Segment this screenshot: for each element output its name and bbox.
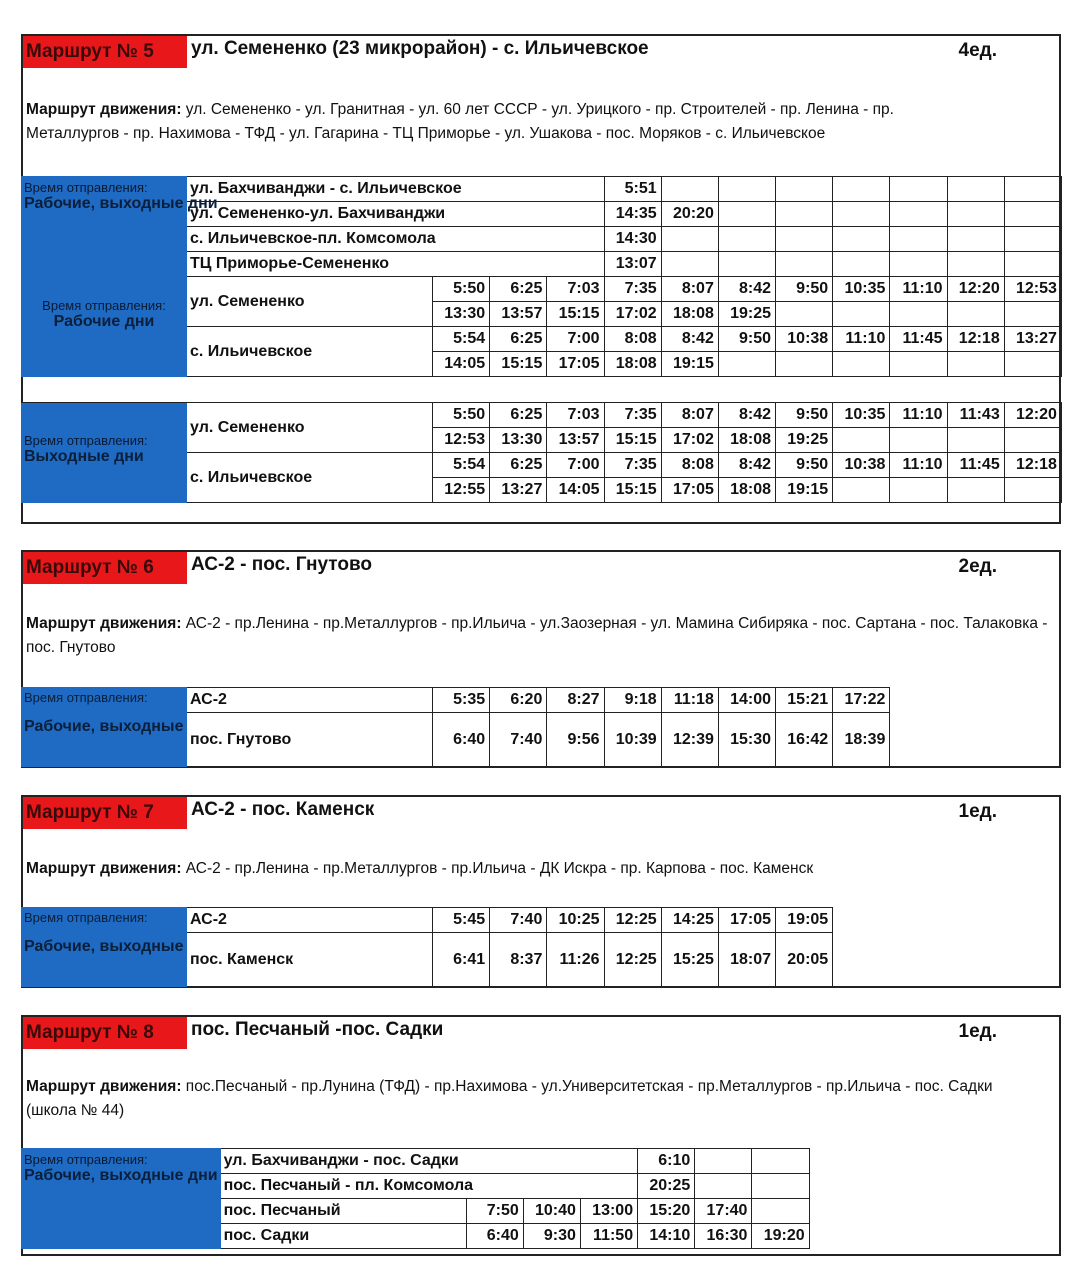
departure-time: 11:43 bbox=[947, 403, 1004, 428]
departure-time: 11:26 bbox=[547, 933, 604, 987]
empty-cell bbox=[947, 352, 1004, 377]
empty-cell bbox=[947, 227, 1004, 252]
route-5-path: Маршрут движения: ул. Семененко - ул. Гранитная - ул. 60 лет СССР - ул. Урицкого - пр. Строителей - пр. Ленина - пр. Металлургов - пр. Нахимова - ТФД - ул. Гагарина - ТЦ Приморье - ул. Ушакова - пос. Моряков - с. Ильичевское bbox=[26, 101, 894, 142]
stop-name: ул. Семененко-ул. Бахчиванджи bbox=[187, 202, 605, 227]
empty-cell bbox=[718, 227, 775, 252]
empty-cell bbox=[752, 1174, 809, 1199]
route-8-tag: Маршрут № 8 bbox=[23, 1017, 187, 1049]
departure-time: 8:08 bbox=[661, 453, 718, 478]
empty-cell bbox=[890, 352, 947, 377]
departure-label bbox=[22, 252, 187, 377]
empty-cell bbox=[890, 227, 947, 252]
empty-cell bbox=[833, 302, 890, 327]
empty-cell bbox=[947, 302, 1004, 327]
route-6-tag: Маршрут № 6 bbox=[23, 552, 187, 584]
departure-time: 15:15 bbox=[604, 428, 661, 453]
departure-time: 6:25 bbox=[490, 453, 547, 478]
empty-cell bbox=[752, 1199, 809, 1224]
departure-time: 12:55 bbox=[433, 478, 490, 503]
departure-time: 10:25 bbox=[547, 908, 604, 933]
departure-time: 18:07 bbox=[718, 933, 775, 987]
departure-time: 12:20 bbox=[1004, 403, 1061, 428]
departure-time: 18:39 bbox=[833, 713, 890, 767]
departure-time: 7:40 bbox=[490, 908, 547, 933]
departure-time: 11:10 bbox=[890, 277, 947, 302]
departure-time: 20:25 bbox=[638, 1174, 695, 1199]
departure-time: 9:50 bbox=[776, 277, 833, 302]
empty-cell bbox=[661, 177, 718, 202]
route-8-path: Маршрут движения: пос.Песчаный - пр.Лунина (ТФД) - пр.Нахимова - ул.Университетская - пр.Металлургов - пр.Ильича - пос. Садки (школа № 44) bbox=[26, 1078, 993, 1119]
empty-cell bbox=[752, 1149, 809, 1174]
empty-cell bbox=[890, 202, 947, 227]
departure-time: 10:38 bbox=[833, 453, 890, 478]
route-6-table bbox=[21, 687, 890, 767]
empty-cell bbox=[718, 202, 775, 227]
empty-cell bbox=[776, 302, 833, 327]
stop-name: пос. Каменск bbox=[187, 933, 433, 987]
departure-time: 7:00 bbox=[547, 327, 604, 352]
departure-time: 9:50 bbox=[776, 453, 833, 478]
empty-cell bbox=[890, 478, 947, 503]
day-type-label: Выходные дни bbox=[24, 448, 144, 465]
day-type-label: Рабочие, выходные bbox=[22, 933, 187, 987]
departure-time: 6:25 bbox=[490, 403, 547, 428]
departure-time: 9:30 bbox=[523, 1224, 580, 1249]
empty-cell bbox=[890, 302, 947, 327]
departure-time: 5:35 bbox=[433, 688, 490, 713]
empty-cell bbox=[1004, 352, 1061, 377]
departure-time: 6:25 bbox=[490, 327, 547, 352]
departure-time: 14:05 bbox=[433, 352, 490, 377]
departure-time: 17:02 bbox=[661, 428, 718, 453]
departure-time: 13:27 bbox=[1004, 327, 1061, 352]
empty-cell bbox=[1004, 177, 1061, 202]
departure-time: 13:07 bbox=[604, 252, 661, 277]
route-5-title: ул. Семененко (23 микрорайон) - с. Ильичевское bbox=[191, 38, 649, 59]
departure-time-caption: Время отправления: bbox=[24, 1152, 148, 1167]
departure-time: 7:40 bbox=[490, 713, 547, 767]
departure-time: 11:18 bbox=[661, 688, 718, 713]
departure-time: 19:15 bbox=[661, 352, 718, 377]
route-7-units: 1ед. bbox=[958, 801, 997, 822]
departure-time: 6:40 bbox=[466, 1224, 523, 1249]
empty-cell bbox=[833, 352, 890, 377]
departure-time: 14:00 bbox=[718, 688, 775, 713]
empty-cell bbox=[1004, 252, 1061, 277]
empty-cell bbox=[890, 428, 947, 453]
departure-time-caption: Время отправления: bbox=[22, 908, 187, 933]
departure-time-caption: Время отправления: bbox=[24, 433, 148, 448]
route-6-path: Маршрут движения: АС-2 - пр.Ленина - пр.Металлургов - пр.Ильича - ул.Заозерная - ул. Мамина Сибиряка - пос. Сартана - пос. Талаковка - пос. Гнутово bbox=[26, 615, 1048, 656]
departure-time: 5:50 bbox=[433, 277, 490, 302]
departure-time: 15:15 bbox=[490, 352, 547, 377]
departure-time: 8:07 bbox=[661, 403, 718, 428]
empty-cell bbox=[947, 177, 1004, 202]
departure-time: 8:07 bbox=[661, 277, 718, 302]
departure-time: 7:03 bbox=[547, 277, 604, 302]
departure-time: 7:00 bbox=[547, 453, 604, 478]
departure-label bbox=[22, 177, 218, 252]
stop-name: пос. Садки bbox=[220, 1224, 466, 1249]
stop-name: ул. Семененко bbox=[187, 277, 433, 327]
stop-name: ул. Бахчиванджи - с. Ильичевское bbox=[187, 177, 605, 202]
departure-time: 5:50 bbox=[433, 403, 490, 428]
empty-cell bbox=[776, 252, 833, 277]
departure-time: 17:40 bbox=[695, 1199, 752, 1224]
empty-cell bbox=[833, 478, 890, 503]
departure-time: 9:18 bbox=[604, 688, 661, 713]
departure-time: 18:08 bbox=[604, 352, 661, 377]
departure-time: 19:15 bbox=[776, 478, 833, 503]
day-type-label: Рабочие дни bbox=[53, 312, 155, 330]
route-7-path: Маршрут движения: АС-2 - пр.Ленина - пр.Металлургов - пр.Ильича - ДК Искра - пр. Карпова - пос. Каменск bbox=[26, 860, 814, 877]
departure-time-caption: Время отправления: bbox=[42, 297, 166, 313]
departure-time: 19:05 bbox=[776, 908, 833, 933]
route-8-block bbox=[21, 1015, 1061, 1256]
route-7-block bbox=[21, 795, 1061, 988]
empty-cell bbox=[1004, 227, 1061, 252]
empty-cell bbox=[661, 227, 718, 252]
departure-time: 18:08 bbox=[718, 478, 775, 503]
departure-time: 5:45 bbox=[433, 908, 490, 933]
empty-cell bbox=[947, 428, 1004, 453]
departure-time: 20:05 bbox=[776, 933, 833, 987]
route-5-tag: Маршрут № 5 bbox=[23, 36, 187, 68]
departure-time: 14:35 bbox=[604, 202, 661, 227]
route-8-title: пос. Песчаный -пос. Садки bbox=[191, 1019, 444, 1040]
empty-cell bbox=[947, 252, 1004, 277]
empty-cell bbox=[1004, 478, 1061, 503]
departure-time: 13:30 bbox=[490, 428, 547, 453]
departure-time: 9:56 bbox=[547, 713, 604, 767]
departure-time: 11:10 bbox=[890, 403, 947, 428]
departure-time: 12:18 bbox=[947, 327, 1004, 352]
departure-time: 12:20 bbox=[947, 277, 1004, 302]
stop-name: пос. Песчаный bbox=[220, 1199, 466, 1224]
departure-time: 14:10 bbox=[638, 1224, 695, 1249]
departure-label bbox=[22, 403, 187, 503]
empty-cell bbox=[695, 1174, 752, 1199]
departure-time: 7:03 bbox=[547, 403, 604, 428]
spacer-row bbox=[22, 377, 1062, 403]
departure-time: 18:08 bbox=[718, 428, 775, 453]
departure-time: 17:02 bbox=[604, 302, 661, 327]
departure-time: 14:25 bbox=[661, 908, 718, 933]
departure-time: 8:42 bbox=[718, 403, 775, 428]
departure-time: 15:15 bbox=[604, 478, 661, 503]
empty-cell bbox=[661, 252, 718, 277]
departure-time: 12:25 bbox=[604, 908, 661, 933]
empty-cell bbox=[776, 352, 833, 377]
departure-time: 8:08 bbox=[604, 327, 661, 352]
stop-name: с. Ильичевское bbox=[187, 327, 433, 377]
empty-cell bbox=[718, 252, 775, 277]
departure-time: 7:35 bbox=[604, 453, 661, 478]
empty-cell bbox=[718, 352, 775, 377]
departure-time: 13:57 bbox=[490, 302, 547, 327]
empty-cell bbox=[947, 478, 1004, 503]
departure-time: 10:40 bbox=[523, 1199, 580, 1224]
route-5-block bbox=[21, 34, 1061, 524]
departure-time: 12:53 bbox=[1004, 277, 1061, 302]
stop-name: пос. Песчаный - пл. Комсомола bbox=[220, 1174, 638, 1199]
route-7-tag: Маршрут № 7 bbox=[23, 797, 187, 829]
departure-time-caption: Время отправления: bbox=[22, 688, 187, 713]
departure-time: 14:05 bbox=[547, 478, 604, 503]
departure-time: 8:42 bbox=[718, 453, 775, 478]
departure-time: 9:50 bbox=[776, 403, 833, 428]
stop-name: с. Ильичевское-пл. Комсомола bbox=[187, 227, 605, 252]
departure-time: 19:25 bbox=[776, 428, 833, 453]
stop-name: АС-2 bbox=[187, 908, 433, 933]
departure-time: 8:42 bbox=[661, 327, 718, 352]
departure-time: 7:35 bbox=[604, 403, 661, 428]
departure-label bbox=[22, 1149, 221, 1249]
departure-time: 16:42 bbox=[776, 713, 833, 767]
departure-time: 19:20 bbox=[752, 1224, 809, 1249]
route-6-block bbox=[21, 550, 1061, 768]
departure-time: 7:50 bbox=[466, 1199, 523, 1224]
departure-time: 17:22 bbox=[833, 688, 890, 713]
departure-time: 10:35 bbox=[833, 277, 890, 302]
day-type-label: Рабочие, выходные дни bbox=[24, 195, 218, 212]
departure-time: 6:20 bbox=[490, 688, 547, 713]
empty-cell bbox=[890, 252, 947, 277]
day-type-label: Рабочие, выходные bbox=[22, 713, 187, 767]
empty-cell bbox=[776, 227, 833, 252]
route-6-title: АС-2 - пос. Гнутово bbox=[191, 554, 372, 575]
empty-cell bbox=[833, 227, 890, 252]
stop-name: пос. Гнутово bbox=[187, 713, 433, 767]
stop-name: ТЦ Приморье-Семененко bbox=[187, 252, 605, 277]
departure-time: 11:10 bbox=[890, 453, 947, 478]
departure-time: 5:51 bbox=[604, 177, 661, 202]
departure-time: 17:05 bbox=[718, 908, 775, 933]
route-8-units: 1ед. bbox=[958, 1021, 997, 1042]
departure-time: 20:20 bbox=[661, 202, 718, 227]
stop-name: с. Ильичевское bbox=[187, 453, 433, 503]
departure-time: 6:40 bbox=[433, 713, 490, 767]
departure-time: 12:39 bbox=[661, 713, 718, 767]
departure-time: 6:25 bbox=[490, 277, 547, 302]
departure-time: 11:45 bbox=[947, 453, 1004, 478]
stop-name: ул. Бахчиванджи - пос. Садки bbox=[220, 1149, 638, 1174]
departure-time: 15:21 bbox=[776, 688, 833, 713]
departure-time: 15:15 bbox=[547, 302, 604, 327]
route-5-table bbox=[21, 176, 1062, 503]
empty-cell bbox=[776, 177, 833, 202]
departure-time: 11:10 bbox=[833, 327, 890, 352]
departure-time: 17:05 bbox=[547, 352, 604, 377]
departure-time: 12:25 bbox=[604, 933, 661, 987]
empty-cell bbox=[718, 177, 775, 202]
departure-time: 6:41 bbox=[433, 933, 490, 987]
departure-time: 15:20 bbox=[638, 1199, 695, 1224]
route-7-table bbox=[21, 907, 833, 987]
departure-time: 15:30 bbox=[718, 713, 775, 767]
day-type-label: Рабочие, выходные дни bbox=[24, 1167, 218, 1184]
empty-cell bbox=[776, 202, 833, 227]
route-5-units: 4ед. bbox=[958, 40, 997, 61]
departure-time: 18:08 bbox=[661, 302, 718, 327]
departure-time: 10:35 bbox=[833, 403, 890, 428]
empty-cell bbox=[1004, 428, 1061, 453]
departure-time: 7:35 bbox=[604, 277, 661, 302]
departure-time-caption: Время отправления: bbox=[24, 180, 148, 195]
empty-cell bbox=[833, 252, 890, 277]
empty-cell bbox=[947, 202, 1004, 227]
departure-time: 13:30 bbox=[433, 302, 490, 327]
route-7-title: АС-2 - пос. Каменск bbox=[191, 799, 375, 820]
departure-time: 15:25 bbox=[661, 933, 718, 987]
empty-cell bbox=[1004, 302, 1061, 327]
route-8-table bbox=[21, 1148, 810, 1249]
departure-time: 14:30 bbox=[604, 227, 661, 252]
departure-time: 13:27 bbox=[490, 478, 547, 503]
departure-time: 19:25 bbox=[718, 302, 775, 327]
departure-time: 17:05 bbox=[661, 478, 718, 503]
stop-name: ул. Семененко bbox=[187, 403, 433, 453]
empty-cell bbox=[833, 202, 890, 227]
departure-time: 11:45 bbox=[890, 327, 947, 352]
departure-time: 10:39 bbox=[604, 713, 661, 767]
departure-time: 16:30 bbox=[695, 1224, 752, 1249]
departure-time: 10:38 bbox=[776, 327, 833, 352]
departure-time: 9:50 bbox=[718, 327, 775, 352]
departure-time: 5:54 bbox=[433, 453, 490, 478]
stop-name: АС-2 bbox=[187, 688, 433, 713]
departure-time: 8:42 bbox=[718, 277, 775, 302]
departure-time: 12:53 bbox=[433, 428, 490, 453]
empty-cell bbox=[695, 1149, 752, 1174]
departure-time: 5:54 bbox=[433, 327, 490, 352]
empty-cell bbox=[833, 428, 890, 453]
empty-cell bbox=[1004, 202, 1061, 227]
empty-cell bbox=[890, 177, 947, 202]
departure-time: 8:27 bbox=[547, 688, 604, 713]
departure-time: 13:57 bbox=[547, 428, 604, 453]
departure-time: 13:00 bbox=[580, 1199, 637, 1224]
departure-time: 6:10 bbox=[638, 1149, 695, 1174]
empty-cell bbox=[833, 177, 890, 202]
departure-time: 11:50 bbox=[580, 1224, 637, 1249]
departure-time: 12:18 bbox=[1004, 453, 1061, 478]
route-6-units: 2ед. bbox=[958, 556, 997, 577]
departure-time: 8:37 bbox=[490, 933, 547, 987]
